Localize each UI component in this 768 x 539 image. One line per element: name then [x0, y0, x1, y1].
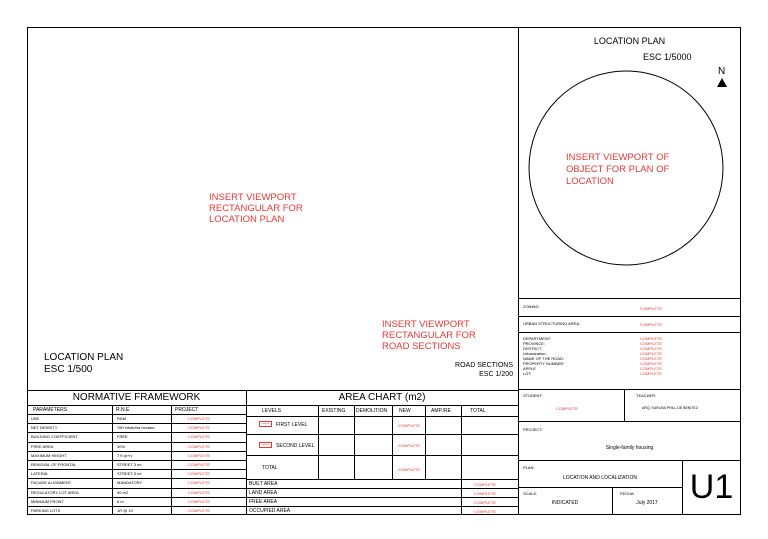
- normative-row-divider: [27, 460, 246, 461]
- normative-header-parameters: PARAMETERS: [33, 407, 68, 413]
- urban-area-label: URBAN STRUCTURING AREA:: [523, 321, 581, 326]
- area-header-amp: AMP./RE: [431, 408, 451, 414]
- normative-param: MINIMUM FRONT: [31, 498, 64, 504]
- normative-rne: STREET 3 ml: [117, 462, 142, 467]
- second-level-label: SECOND LEVEL: [276, 443, 315, 449]
- normative-param: NET DENSITY: [31, 425, 58, 431]
- address-values: COMPLETE COMPLETE COMPLETE COMPLETE COMPLETE COMPLETE COMPLETE COMPLETE: [640, 336, 663, 376]
- normative-project: COMPLETE: [188, 416, 211, 421]
- right-panel-divider: [518, 27, 519, 515]
- project-value: Single-family housing: [605, 445, 654, 451]
- teacher-value: ARQ. KARLMA PHILL DE BENITEZ: [642, 406, 698, 410]
- area-header-levels: LEVELS: [262, 408, 281, 414]
- normative-project: COMPLETE: [188, 480, 211, 486]
- plan-value: LOCATION AND LOCALIZATION: [563, 475, 637, 481]
- normative-project: COMPLETE: [188, 462, 211, 467]
- location-panel-title: LOCATION PLAN: [593, 36, 666, 46]
- normative-param: MAXIMUM HEIGHT: [31, 452, 67, 458]
- normative-project: COMPLETE: [188, 443, 211, 449]
- area-header-new: NEW: [399, 408, 411, 414]
- normative-project: COMPLETE: [188, 498, 211, 504]
- normative-header-project: PROJECT: [175, 407, 199, 413]
- normative-param: BUILDING COEFFICIENT: [31, 434, 78, 440]
- land-area-label: LAND AREA: [249, 490, 278, 496]
- normative-project: COMPLETE: [188, 508, 211, 513]
- road-sections-scale: ESC 1/200: [479, 371, 513, 378]
- normative-title: NORMATIVE FRAMEWORK: [72, 392, 201, 403]
- zoning-value: COMPLETE: [640, 306, 663, 311]
- road-sections-viewport-note: INSERT VIEWPORT RECTANGULAR FOR ROAD SECTIONS: [382, 319, 476, 352]
- teacher-label: TEACHER:: [636, 393, 657, 398]
- normative-param: LATERAL: [31, 471, 49, 477]
- road-sections-label: ROAD SECTIONS: [455, 362, 513, 369]
- north-label: N: [718, 66, 726, 77]
- normative-rne: 90 m2: [117, 489, 129, 495]
- area-header-demolition: DEMOLITION: [356, 408, 388, 414]
- location-plan-scale: ESC 1/500: [44, 364, 93, 375]
- project-label: PROJECT:: [523, 427, 543, 432]
- total-new: COMPLETE: [398, 467, 421, 472]
- normative-param: PARKING LOTS: [31, 508, 61, 513]
- occupied-area-label: OCCUPIED AREA: [249, 508, 291, 514]
- normative-row-divider: [27, 506, 246, 507]
- normative-row-divider: [27, 488, 246, 489]
- normative-param: REGULATORY LOT AREA: [31, 489, 79, 495]
- scale-label: SCALE:: [523, 491, 538, 496]
- sheet-code: U1: [689, 468, 734, 506]
- normative-row-divider: [27, 432, 246, 433]
- normative-rne: 7 fl (a+r): [117, 452, 133, 458]
- normative-row-divider: [27, 451, 246, 452]
- area-header-total: TOTAL: [470, 408, 486, 414]
- scale-value: INDICATED: [551, 500, 579, 506]
- date-label: FECHA:: [620, 491, 635, 496]
- second-level-new: COMPLETE: [398, 443, 421, 448]
- normative-param: FACADE ALIGNMENT: [31, 480, 72, 486]
- normative-rne: 780 inhab/ha hectare: [117, 425, 155, 431]
- normative-project: COMPLETE: [188, 471, 211, 477]
- normative-rne: FREE: [117, 434, 128, 440]
- normative-rne: MANDATORY: [117, 480, 143, 486]
- date-value: July 2017: [636, 500, 658, 506]
- normative-rne: STREET 3 ml: [117, 471, 142, 477]
- urban-area-value: COMPLETE: [640, 322, 663, 327]
- bottom-tables-divider: [27, 390, 518, 391]
- normative-param: REMOVAL OF FRONTAL: [31, 462, 77, 467]
- first-level-new: COMPLETE: [398, 423, 421, 428]
- first-level-icon: complete: [259, 421, 272, 427]
- total-label: TOTAL: [262, 465, 278, 471]
- free-area-value: COMPLETE: [474, 500, 497, 505]
- normative-row-divider: [27, 423, 246, 424]
- normative-rne: RDM: [117, 416, 127, 421]
- address-labels: DEPARTMENT: PROVINCE: DISTRICT: Urbanization: NAME OF THE ROAD: PROPERTY NUMBER: APPLE LOT:: [523, 336, 565, 376]
- normative-row-divider: [27, 478, 246, 479]
- built-area-label: BUILT AREA: [249, 481, 278, 487]
- first-level-label: FIRST LEVEL: [276, 422, 308, 428]
- normative-project: COMPLETE: [188, 434, 211, 440]
- student-value: COMPLETE: [556, 406, 579, 411]
- normative-project: COMPLETE: [188, 452, 211, 458]
- normative-project: COMPLETE: [188, 489, 211, 495]
- normative-param: FREE AREA: [31, 443, 54, 449]
- normative-param: USE: [31, 416, 40, 421]
- built-area-value: COMPLETE: [474, 482, 497, 487]
- occupied-area-value: COMPLETE: [474, 509, 497, 514]
- location-plan-viewport-note: INSERT VIEWPORT RECTANGULAR FOR LOCATION PLAN: [209, 192, 303, 225]
- plan-label: PLAN:: [523, 465, 535, 470]
- normative-rne: 1R @ 10: [117, 508, 133, 513]
- second-level-icon: complete: [259, 442, 272, 448]
- zoning-label: ZONING:: [523, 304, 540, 309]
- free-area-label: FREE AREA: [249, 499, 278, 505]
- normative-row-divider: [27, 497, 246, 498]
- normative-row-divider: [27, 442, 246, 443]
- area-chart-title: AREA CHART (m2): [338, 392, 426, 403]
- normative-rne: 6 m: [117, 498, 124, 504]
- location-plan-label: LOCATION PLAN: [44, 352, 124, 363]
- location-viewport-note: INSERT VIEWPORT OF OBJECT FOR PLAN OF LOCATION: [566, 152, 670, 187]
- normative-project: COMPLETE: [188, 425, 211, 431]
- normative-header-rne: R.N.E.: [116, 407, 131, 413]
- land-area-value: COMPLETE: [474, 491, 497, 496]
- normative-rne: 30%: [117, 443, 126, 449]
- area-header-existing: EXISTING: [322, 408, 346, 414]
- student-label: STUDENT:: [523, 393, 543, 398]
- normative-row-divider: [27, 469, 246, 470]
- location-panel-scale: ESC 1/5000: [643, 52, 692, 62]
